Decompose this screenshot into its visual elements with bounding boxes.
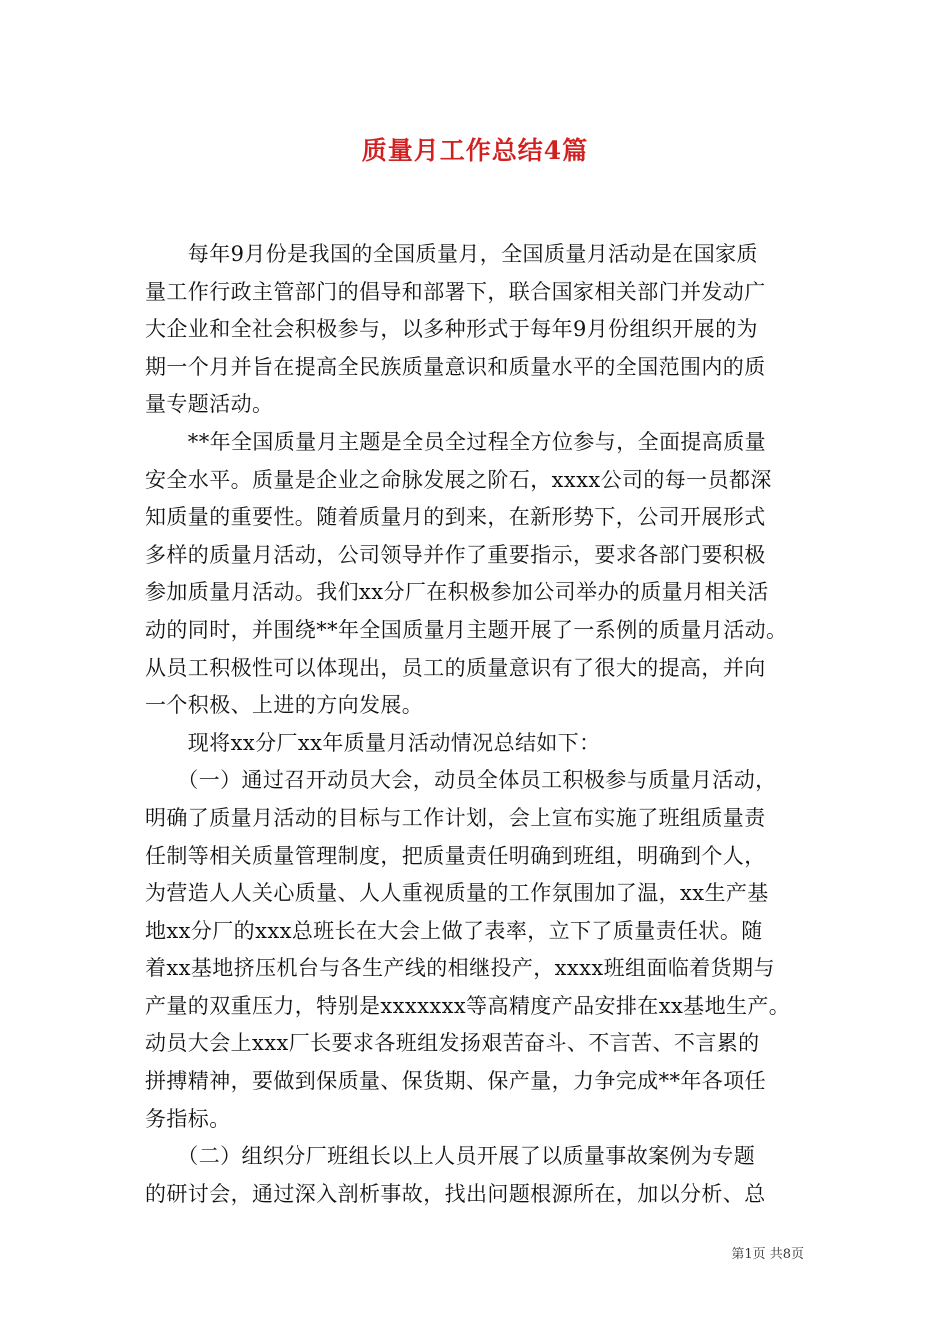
text-line: 量专题活动。	[145, 392, 274, 417]
text-line: 明确了质量月活动的目标与工作计划，会上宣布实施了班组质量责	[145, 805, 766, 830]
text-line: 从员工积极性可以体现出，员工的质量意识有了很大的提高，并向	[145, 655, 766, 680]
text-line: 参加质量月活动。我们xx分厂在积极参加公司举办的质量月相关活	[145, 580, 769, 605]
text-line: 地xx分厂的xxx总班长在大会上做了表率，立下了质量责任状。随	[145, 918, 763, 943]
text-line: 多样的质量月活动，公司领导并作了重要指示，要求各部门要积极	[145, 542, 766, 567]
text-line: 务指标。	[145, 1106, 231, 1131]
page-number: 第1页 共8页	[731, 1247, 804, 1262]
text-line: 产量的双重压力，特别是xxxxxxx等高精度产品安排在xx基地生产。	[145, 993, 791, 1018]
text-line: 动的同时，并围绕**年全国质量月主题开展了一系例的质量月活动。	[145, 617, 788, 642]
document-title: 质量月工作总结4篇	[361, 136, 589, 165]
document-body	[145, 236, 810, 1213]
text-line: 一个积极、上进的方向发展。	[145, 693, 424, 718]
text-line: 拼搏精神，要做到保质量、保货期、保产量，力争完成**年各项任	[145, 1069, 766, 1094]
text-line: 着xx基地挤压机台与各生产线的相继投产，xxxx班组面临着货期与	[145, 956, 775, 981]
text-line: 安全水平。质量是企业之命脉发展之阶石，xxxx公司的每一员都深	[145, 467, 772, 492]
text-line: 任制等相关质量管理制度，把质量责任明确到班组，明确到个人，	[145, 843, 766, 868]
text-line: 期一个月并旨在提高全民族质量意识和质量水平的全国范围内的质	[145, 354, 766, 379]
text-line: 知质量的重要性。随着质量月的到来，在新形势下，公司开展形式	[145, 505, 766, 530]
text-line: 动员大会上xxx厂长要求各班组发扬艰苦奋斗、不言苦、不言累的	[145, 1031, 760, 1056]
text-line: 的研讨会，通过深入剖析事故，找出问题根源所在，加以分析、总	[145, 1181, 766, 1206]
text-line: （一）通过召开动员大会，动员全体员工积极参与质量月活动，	[145, 768, 777, 793]
text-line: 量工作行政主管部门的倡导和部署下，联合国家相关部门并发动广	[145, 279, 766, 304]
text-line: 为营造人人关心质量、人人重视质量的工作氛围加了温，xx生产基	[145, 881, 769, 906]
text-line: **年全国质量月主题是全员全过程全方位参与，全面提高质量	[145, 429, 766, 454]
text-line: 每年9月份是我国的全国质量月，全国质量月活动是在国家质	[145, 242, 758, 266]
text-line: 大企业和全社会积极参与，以多种形式于每年9月份组织开展的为	[145, 317, 758, 342]
text-line: （二）组织分厂班组长以上人员开展了以质量事故案例为专题	[145, 1144, 756, 1169]
text-line: 现将xx分厂xx年质量月活动情况总结如下：	[145, 730, 601, 755]
